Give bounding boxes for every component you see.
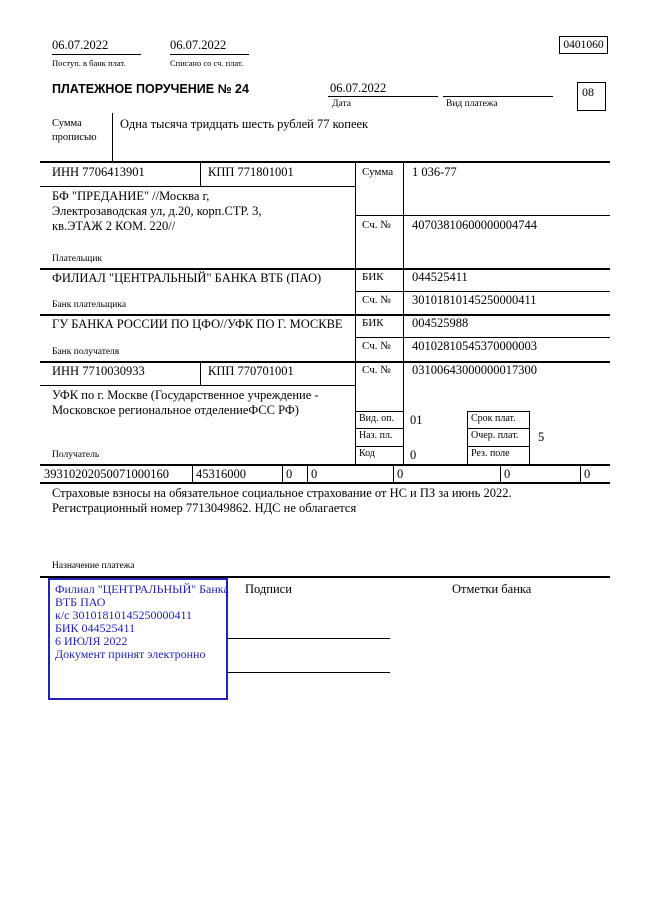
payee-bank-name: ГУ БАНКА РОССИИ ПО ЦФО//УФК ПО Г. МОСКВЕ	[52, 317, 343, 331]
divider	[40, 268, 610, 270]
payment-purpose-code-label: Наз. пл.	[355, 428, 404, 447]
divider	[282, 464, 283, 482]
tax-field-110: 0	[584, 467, 591, 481]
date-label: Дата	[332, 99, 351, 109]
payee-account: 03100643000000017300	[412, 363, 537, 377]
stamp-line-4: БИК 044525411	[55, 621, 136, 635]
divider	[40, 385, 355, 386]
debited-date: 06.07.2022	[170, 38, 227, 52]
tax-field-104: 39310202050071000160	[44, 467, 169, 481]
payer-label: Плательщик	[52, 254, 103, 264]
payee-bank-label: Банк получателя	[52, 347, 120, 357]
divider	[192, 464, 193, 482]
signature-line-1	[228, 638, 390, 639]
payer-name-line-2: Электрозаводская ул, д.20, корп.СТР. 3,	[52, 204, 262, 218]
divider	[580, 464, 581, 482]
sum-value: 1 036-77	[412, 165, 457, 179]
doc-date: 06.07.2022	[330, 81, 387, 95]
tax-field-105: 45316000	[196, 467, 246, 481]
amount-words-label: Сумма прописью	[52, 118, 97, 143]
operation-type-label: Вид. оп.	[355, 411, 404, 429]
sum-label: Сумма	[362, 166, 394, 178]
form-code: 0401060	[563, 39, 604, 51]
payment-kind-line	[443, 96, 553, 97]
purpose-line-2: Регистрационный номер 7713049862. НДС не облагается	[52, 501, 357, 515]
code-label: Код	[355, 446, 404, 465]
divider	[393, 464, 394, 482]
divider	[40, 161, 610, 163]
debited-label: Списано со сч. плат.	[170, 58, 244, 68]
divider	[170, 54, 249, 55]
payer-bank-label: Банк плательщика	[52, 300, 127, 310]
divider	[200, 361, 201, 385]
tax-field-108: 0	[397, 467, 404, 481]
stamp-line-3: к/с 30101810145250000411	[55, 608, 193, 622]
stamp-line-9: Документ принят электронно	[55, 647, 206, 661]
stamp-line-2: ВТБ ПАО	[55, 595, 106, 609]
payer-account: 40703810600000004744	[412, 218, 537, 232]
tax-field-106: 0	[286, 467, 293, 481]
payee-name-line-1: УФК по г. Москве (Государственное учреждение -	[52, 388, 319, 402]
payer-name-line-1: БФ "ПРЕДАНИЕ" //Москва г,	[52, 189, 210, 203]
signature-line-2	[228, 672, 390, 673]
payer-bank-account: 30101810145250000411	[412, 293, 537, 307]
tax-field-107: 0	[311, 467, 318, 481]
payment-priority-label: Очер. плат.	[467, 428, 530, 447]
payer-bank-name: ФИЛИАЛ "ЦЕНТРАЛЬНЫЙ" БАНКА ВТБ (ПАО)	[52, 271, 322, 285]
doc-title: ПЛАТЕЖНОЕ ПОРУЧЕНИЕ № 24	[52, 82, 249, 96]
form-code-box	[559, 36, 608, 54]
payee-kpp: КПП 770701001	[208, 364, 294, 378]
payer-kpp: КПП 771801001	[208, 165, 294, 179]
tax-field-109: 0	[504, 467, 511, 481]
divider	[112, 113, 113, 161]
stamp-line-6: 6 ИЮЛЯ 2022	[55, 634, 128, 648]
divider	[355, 337, 610, 338]
reserve-field-label: Рез. поле	[467, 446, 530, 465]
payment-kind-label: Вид платежа	[446, 99, 498, 109]
received-date: 06.07.2022	[52, 38, 109, 52]
divider	[40, 314, 610, 316]
divider	[40, 186, 355, 187]
divider	[500, 464, 501, 482]
stamp-line-1: Филиал "ЦЕНТРАЛЬНЫЙ" Банка	[55, 582, 229, 596]
payer-bank-account-label: Сч. №	[362, 294, 391, 306]
payer-bank-bik-label: БИК	[362, 271, 384, 283]
status-code: 08	[582, 85, 594, 99]
divider	[355, 215, 610, 216]
payment-term-label: Срок плат.	[467, 411, 530, 429]
bank-marks-label: Отметки банка	[452, 582, 532, 596]
payee-bank-account-label: Сч. №	[362, 340, 391, 352]
divider	[52, 54, 141, 55]
payee-bank-account: 40102810545370000003	[412, 339, 537, 353]
status-box	[577, 82, 606, 111]
divider	[328, 96, 438, 97]
divider	[40, 482, 610, 484]
payer-account-label: Сч. №	[362, 219, 391, 231]
payer-name-line-3: кв.ЭТАЖ 2 КОМ. 220//	[52, 219, 176, 233]
amount-words: Одна тысяча тридцать шесть рублей 77 копеек	[120, 117, 369, 131]
payer-bank-bik: 044525411	[412, 270, 468, 284]
received-label: Поступ. в банк плат.	[52, 58, 126, 68]
signatures-label: Подписи	[245, 582, 292, 596]
divider	[307, 464, 308, 482]
code-value: 0	[410, 448, 417, 462]
operation-type-value: 01	[410, 413, 423, 427]
divider	[355, 291, 610, 292]
payee-inn: ИНН 7710030933	[52, 364, 145, 378]
payee-bank-bik-label: БИК	[362, 317, 384, 329]
purpose-label: Назначение платежа	[52, 561, 135, 571]
payee-bank-bik: 004525988	[412, 316, 469, 330]
divider	[200, 161, 201, 186]
payee-name-line-2: Московское региональное отделениеФСС РФ)	[52, 403, 299, 417]
payer-inn: ИНН 7706413901	[52, 165, 145, 179]
payment-priority-value: 5	[538, 430, 545, 444]
payee-label: Получатель	[52, 450, 100, 460]
purpose-line-1: Страховые взносы на обязательное социальное страхование от НС и ПЗ за июнь 2022.	[52, 486, 512, 500]
bank-stamp	[48, 578, 228, 700]
payee-account-label: Сч. №	[362, 364, 391, 376]
